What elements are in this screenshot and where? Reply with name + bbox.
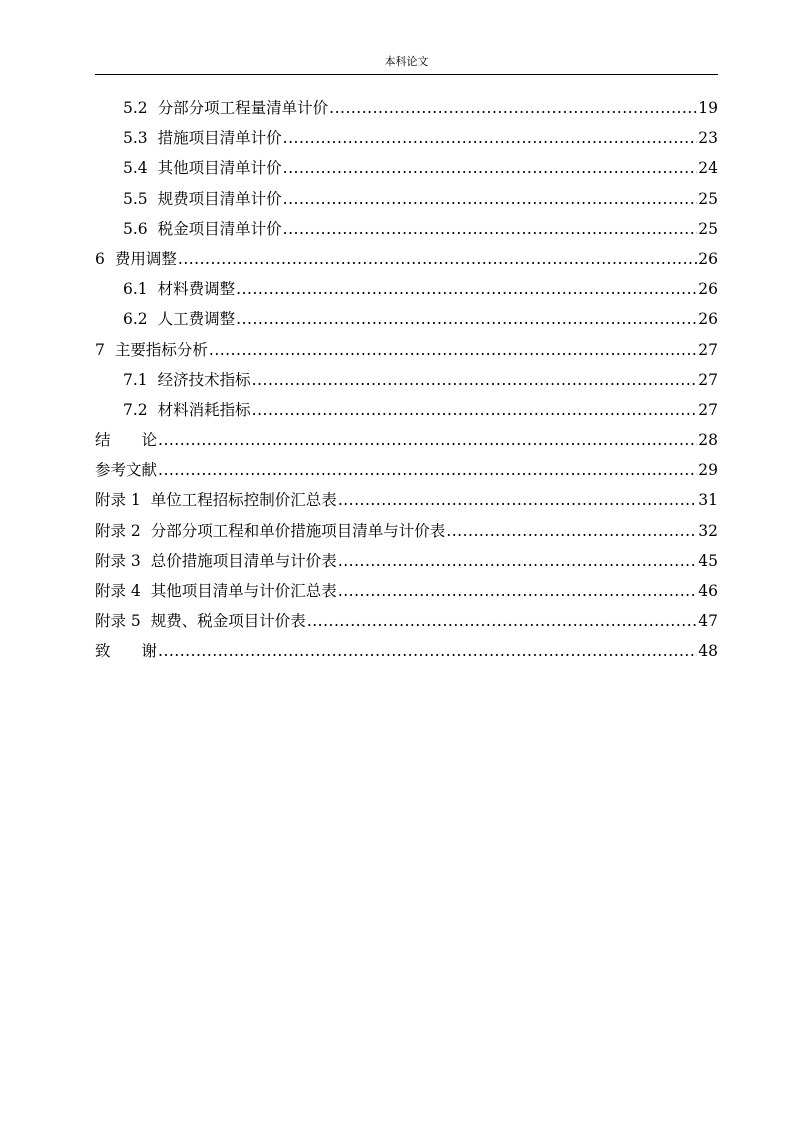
toc-leader-dots: [307, 606, 697, 636]
toc-leader-dots: [252, 365, 698, 395]
toc-leader-dots: [178, 244, 697, 274]
toc-leader-dots: [338, 485, 697, 515]
toc-entry-page: 27: [698, 340, 718, 359]
toc-entry[interactable]: [95, 184, 718, 214]
header-title: 本科论文: [384, 55, 429, 68]
toc-entry-title: 单位工程招标控制价汇总表: [150, 491, 337, 510]
toc-leader-dots: [236, 274, 697, 304]
toc-entry-title: 措施项目清单计价: [157, 129, 282, 148]
toc-entry-page: 26: [698, 249, 718, 268]
toc-entry-number: 5.3: [123, 129, 148, 148]
toc-leader-dots: [209, 335, 697, 365]
toc-entry-page: 46: [698, 582, 718, 600]
toc-entry[interactable]: [95, 153, 718, 183]
toc-entry-page: 25: [698, 189, 718, 208]
toc-entry-number: 5.6: [123, 219, 148, 238]
toc-entry[interactable]: [95, 606, 718, 636]
toc-entry-number: 5.5: [123, 189, 148, 208]
toc-entry[interactable]: [95, 244, 718, 274]
toc-leader-dots: [338, 546, 697, 576]
toc-entry-title: 规费项目清单计价: [157, 189, 282, 208]
toc-entry-page: 27: [698, 400, 718, 419]
toc-entry[interactable]: [95, 274, 718, 304]
toc-entry-page: 24: [698, 159, 718, 178]
toc-entry-title: 其他项目清单与计价汇总表: [150, 582, 337, 600]
toc-entry-title: 主要指标分析: [114, 340, 208, 359]
toc-entry-page: 26: [698, 310, 718, 329]
toc-entry-number: 7.2: [123, 400, 148, 419]
toc-entry-page: 47: [698, 612, 718, 631]
toc-entry-number: 附录 4: [95, 582, 141, 600]
toc-entry[interactable]: [95, 455, 718, 485]
toc-entry-number: 5.4: [123, 159, 148, 178]
header-divider: [95, 74, 718, 75]
toc-entry-page: 28: [698, 431, 718, 450]
toc-leader-dots: [252, 395, 698, 425]
toc-entry-number: 6.2: [123, 310, 148, 329]
toc-leader-dots: [236, 304, 697, 334]
toc-entry[interactable]: [95, 395, 718, 425]
toc-entry-page: 48: [698, 642, 718, 661]
toc-entry-title: 经济技术指标: [157, 370, 251, 389]
toc-entry-page: 29: [698, 461, 718, 480]
toc-entry[interactable]: [95, 516, 718, 546]
toc-leader-dots: [338, 576, 697, 606]
toc-entry-number: 附录 3: [95, 551, 141, 570]
toc-entry[interactable]: [95, 576, 718, 606]
toc-entry[interactable]: [95, 636, 718, 666]
toc-entry[interactable]: [95, 365, 718, 395]
toc-leader-dots: [158, 455, 697, 485]
toc-entry-title: 人工费调整: [157, 310, 236, 329]
toc-entry-title: 致 谢: [95, 642, 158, 661]
toc-leader-dots: [283, 153, 698, 183]
toc-leader-dots: [158, 636, 697, 666]
toc-entry[interactable]: [95, 214, 718, 244]
toc-entry-title: 总价措施项目清单与计价表: [150, 551, 337, 570]
toc-entry[interactable]: [95, 546, 718, 576]
toc-entry-number: 附录 2: [95, 521, 141, 540]
toc-entry-title: 分部分项工程和单价措施项目清单与计价表: [150, 521, 446, 540]
toc-entry[interactable]: [95, 123, 718, 153]
toc-entry-page: 32: [698, 521, 718, 540]
toc-entry-page: 19: [698, 99, 718, 117]
toc-entry-number: 附录 5: [95, 612, 141, 631]
toc-entry-number: 5.2: [123, 99, 148, 117]
toc-entry-title: 材料消耗指标: [157, 400, 251, 419]
toc-entry[interactable]: [95, 93, 718, 123]
toc-entry[interactable]: [95, 425, 718, 455]
table-of-contents: [95, 93, 718, 667]
toc-entry-title: 费用调整: [114, 249, 177, 268]
toc-leader-dots: [283, 214, 698, 244]
toc-leader-dots: [446, 516, 697, 546]
toc-entry-title: 其他项目清单计价: [157, 159, 282, 178]
toc-entry[interactable]: [95, 485, 718, 515]
toc-entry-title: 分部分项工程量清单计价: [157, 99, 329, 117]
toc-entry[interactable]: [95, 335, 718, 365]
toc-entry-number: 6.1: [123, 280, 148, 299]
toc-entry-page: 31: [698, 491, 718, 510]
toc-entry-page: 27: [698, 370, 718, 389]
toc-entry-title: 税金项目清单计价: [157, 219, 282, 238]
page-header: [95, 56, 718, 74]
toc-entry-page: 45: [698, 551, 718, 570]
toc-entry-title: 材料费调整: [157, 280, 236, 299]
toc-entry[interactable]: [95, 304, 718, 334]
toc-entry-number: 6: [95, 249, 105, 268]
toc-leader-dots: [283, 123, 698, 153]
toc-entry-page: 26: [698, 280, 718, 299]
toc-leader-dots: [158, 425, 697, 455]
toc-entry-title: 参考文献: [95, 461, 158, 480]
toc-entry-title: 结 论: [95, 431, 158, 450]
toc-leader-dots: [329, 93, 697, 123]
toc-entry-page: 25: [698, 219, 718, 238]
toc-entry-number: 7.1: [123, 370, 148, 389]
toc-entry-page: 23: [698, 129, 718, 148]
toc-entry-number: 附录 1: [95, 491, 141, 510]
toc-leader-dots: [283, 184, 698, 214]
toc-entry-title: 规费、税金项目计价表: [150, 612, 306, 631]
toc-entry-number: 7: [95, 340, 105, 359]
